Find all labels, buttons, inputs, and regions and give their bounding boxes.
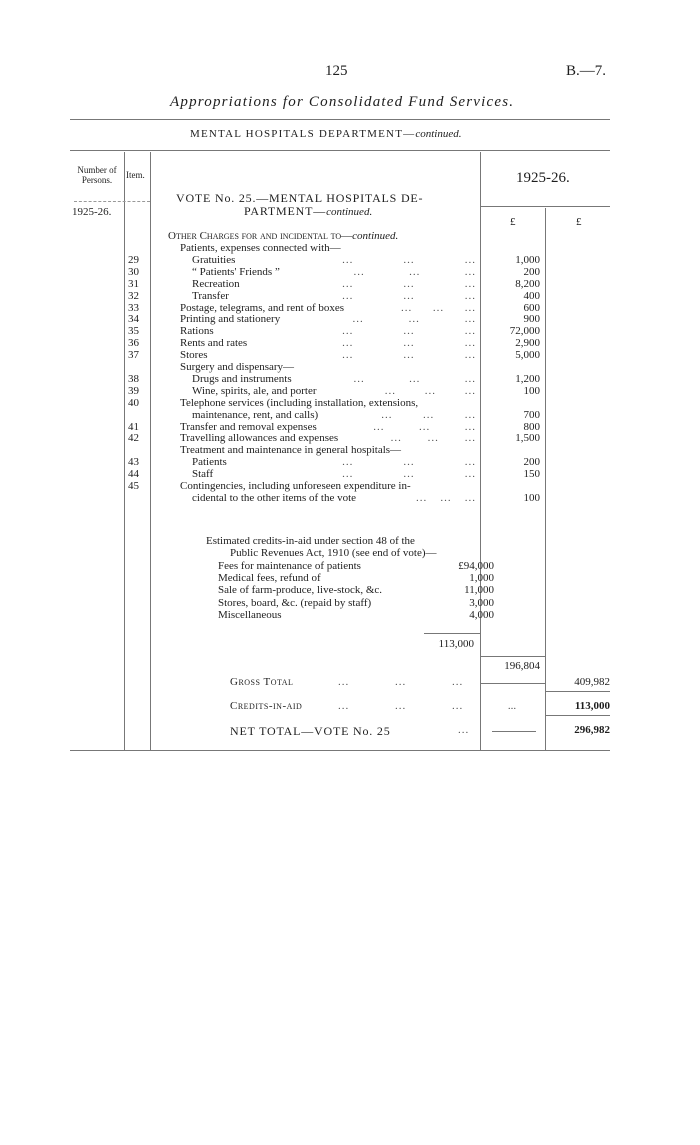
vote-heading-line2 [244, 204, 372, 219]
credit-label: Sale of farm-produce, live-stock, &c. [218, 584, 383, 597]
item-number: 29 [128, 253, 139, 266]
item-description: Staff [192, 468, 214, 481]
item-amount: 900 [523, 313, 540, 326]
table-row [0, 456, 700, 468]
item-description: Rations [180, 325, 214, 338]
item-description: “ Patients' Friends ” [192, 265, 280, 278]
item-number: 32 [128, 289, 139, 302]
item-description: Wine, spirits, ale, and porter [192, 384, 317, 397]
year-right-header: 1925-26. [516, 170, 570, 186]
table-row [0, 480, 700, 492]
item-amount: 2,900 [515, 337, 540, 350]
item-description: Surgery and dispensary— [180, 361, 295, 373]
table-row [0, 373, 700, 385]
item-description: Travelling allowances and expenses [180, 432, 339, 445]
table-row [0, 409, 700, 421]
item-amount: 400 [523, 289, 540, 302]
table-row [0, 325, 700, 337]
item-number: 31 [128, 277, 139, 290]
gross-total-amount: 409,982 [574, 676, 610, 688]
year-header-rule [480, 206, 610, 207]
item-number: 40 [128, 396, 139, 409]
leader-dots: ... ... ... [342, 349, 476, 362]
vote-heading-continued: continued. [326, 206, 373, 218]
item-description: Patients, expenses connected with— [180, 242, 341, 254]
department-heading [190, 128, 461, 140]
leader-dots: ... ... ... [381, 408, 476, 421]
credit-label: Fees for maintenance of patients [218, 560, 361, 572]
credits-total-rule [424, 633, 480, 634]
credit-label: Medical fees, refund of [218, 572, 321, 585]
table-row [0, 337, 700, 349]
document-reference: B.—7. [566, 63, 607, 79]
table-row [0, 385, 700, 397]
net-total-dots: ... [458, 724, 470, 736]
credits-in-aid-placeholder: ... [507, 700, 517, 712]
item-description: Patients [192, 456, 227, 469]
item-number: 35 [128, 325, 139, 338]
table-row [0, 444, 700, 456]
credit-label: Miscellaneous [218, 608, 282, 621]
leader-dots: ... ... ... [342, 289, 476, 302]
item-amount: 150 [523, 468, 540, 481]
table-row [0, 254, 700, 266]
leader-dots: ... ... ... [342, 253, 476, 266]
item-number: 38 [128, 372, 139, 385]
gross-total-label: Gross Total [230, 676, 294, 688]
credits-intro-line2: Public Revenues Act, 1910 (see end of vote)— [230, 547, 437, 559]
leader-dots: ... ... ... [390, 432, 476, 445]
department-name: MENTAL HOSPITALS DEPARTMENT— [190, 128, 416, 140]
table-row [0, 278, 700, 290]
table-row [0, 290, 700, 302]
table-row [0, 492, 700, 504]
item-amount: 5,000 [515, 349, 540, 362]
item-amount: 72,000 [509, 325, 540, 338]
table-row [0, 432, 700, 444]
credits-in-aid-label: Credits-in-aid [230, 700, 303, 712]
item-description: Recreation [192, 277, 240, 290]
leader-dots: ... ... ... [342, 325, 476, 338]
vote-heading-line1: VOTE No. 25.—MENTAL HOSPITALS DE- [176, 191, 424, 205]
credit-amount: 4,000 [469, 608, 494, 621]
item-description: Gratuities [192, 253, 236, 266]
table-row [0, 313, 700, 325]
net-total-label: NET TOTAL—VOTE No. 25 [230, 724, 391, 738]
credit-amount: 3,000 [469, 596, 494, 609]
credit-amount: 1,000 [469, 572, 494, 585]
item-amount: 100 [523, 491, 540, 504]
leader-dots: ... ... ... [384, 384, 476, 397]
gross-total-dots: ... ... ... [338, 676, 464, 688]
item-number: 41 [128, 420, 139, 433]
item-amount: 1,200 [515, 372, 540, 385]
item-amount: 8,200 [515, 277, 540, 290]
currency-symbol-2: £ [576, 216, 582, 228]
header-rule [70, 119, 610, 120]
leader-dots: ... ... ... [342, 468, 476, 481]
table-bottom-rule [70, 750, 610, 751]
item-number: 42 [128, 432, 139, 445]
item-description: Treatment and maintenance in general hospitals— [180, 444, 402, 457]
item-description: Rents and rates [180, 337, 248, 350]
persons-header-rule [74, 201, 150, 202]
credit-item [218, 584, 494, 597]
department-continued: continued. [415, 128, 462, 140]
currency-symbol-1: £ [510, 216, 516, 228]
gross-total-rule [480, 683, 545, 684]
item-header: Item. [126, 170, 145, 180]
leader-dots: ... ... ... [353, 265, 476, 278]
item-amount: 1,500 [515, 432, 540, 445]
item-amount: 700 [523, 408, 540, 421]
credit-item [218, 560, 494, 572]
item-number: 34 [128, 313, 139, 326]
credits-total: 113,000 [438, 638, 474, 650]
item-description: Contingencies, including unforeseen expenditure in- [180, 480, 411, 492]
table-row [0, 421, 700, 433]
credit-amount: 11,000 [464, 584, 494, 597]
item-description: Transfer and removal expenses [180, 420, 317, 433]
item-amount: 100 [523, 384, 540, 397]
credits-aid-rule [545, 691, 610, 692]
item-description: Stores [180, 349, 208, 362]
subtotal-top-rule [480, 656, 545, 657]
credits-aid-bottom-rule [545, 715, 610, 716]
item-description: Drugs and instruments [192, 372, 292, 385]
leader-dots: ... ... ... [373, 420, 476, 433]
item-description: Printing and stationery [180, 313, 281, 326]
item-amount: 800 [523, 420, 540, 433]
item-description: cidental to the other items of the vote [192, 491, 357, 504]
item-description: Transfer [192, 289, 229, 302]
item-amount: 600 [523, 301, 540, 314]
net-total-placeholder-rule [492, 731, 536, 732]
net-total-amount: 296,982 [574, 724, 610, 736]
item-number: 30 [128, 265, 139, 278]
item-number: 44 [128, 468, 139, 481]
leader-dots: ... ... ... [342, 277, 476, 290]
leader-dots: ... ... ... [352, 313, 476, 326]
table-top-rule [70, 150, 610, 151]
table-row [0, 361, 700, 373]
item-description: Postage, telegrams, and rent of boxes [180, 301, 345, 314]
table-row [0, 302, 700, 314]
subtotal-amount: 196,804 [504, 660, 540, 672]
credits-in-aid-amount: 113,000 [574, 700, 610, 712]
credits-in-aid-dots: ... ... ... [338, 700, 464, 712]
leader-dots: ... ... ... [415, 491, 476, 504]
item-description: Telephone services (including installation, extensions, [180, 396, 419, 409]
item-description: maintenance, rent, and calls) [192, 408, 319, 421]
table-row [0, 242, 700, 254]
item-number: 36 [128, 337, 139, 350]
item-number: 39 [128, 384, 139, 397]
item-amount: 1,000 [515, 253, 540, 266]
table-row [0, 468, 700, 480]
table-row [0, 397, 700, 409]
credit-item [218, 596, 494, 609]
credit-label: Stores, board, &c. (repaid by staff) [218, 596, 372, 609]
page-title: Appropriations for Consolidated Fund Services. [170, 94, 515, 110]
leader-dots: ... ... ... [342, 337, 476, 350]
table-row [0, 266, 700, 278]
section-heading-text: Other Charges for and incidental to— [168, 230, 353, 242]
item-number: 37 [128, 349, 139, 362]
credit-amount: £94,000 [458, 560, 494, 572]
table-row [0, 349, 700, 361]
item-amount: 200 [523, 456, 540, 469]
page-number: 125 [325, 63, 348, 79]
year-left-header: 1925-26. [72, 206, 112, 218]
vote-heading-dept: PARTMENT— [244, 204, 327, 218]
leader-dots: ... ... ... [401, 301, 476, 314]
credit-item [218, 608, 494, 621]
leader-dots: ... ... ... [342, 456, 476, 469]
leader-dots: ... ... ... [353, 372, 476, 385]
item-number: 43 [128, 456, 139, 469]
section-heading-continued: continued. [352, 230, 399, 242]
section-heading [168, 230, 398, 242]
item-number: 33 [128, 301, 139, 314]
credits-intro-line1: Estimated credits-in-aid under section 48 of the [206, 535, 415, 547]
item-number: 45 [128, 480, 139, 492]
item-amount: 200 [523, 265, 540, 278]
number-of-persons-header: Number of Persons. [77, 165, 117, 185]
credit-item [218, 572, 494, 585]
